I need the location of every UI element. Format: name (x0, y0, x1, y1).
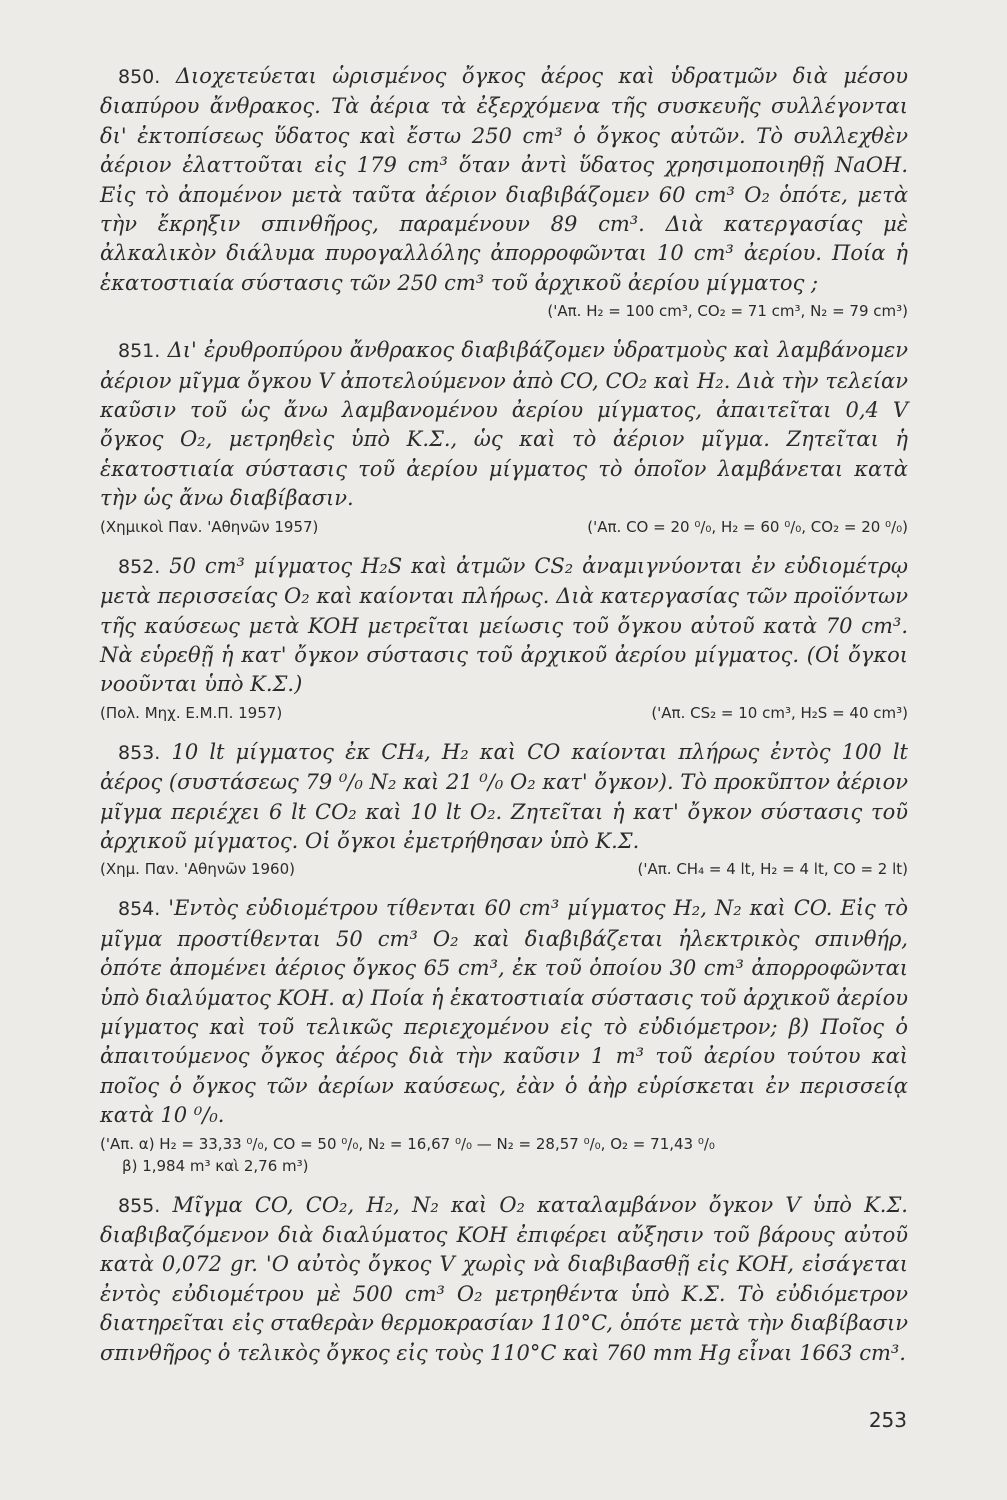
problem-number: 850. (118, 66, 161, 88)
source: (Χημ. Παν. 'Αθηνῶν 1960) (100, 860, 295, 879)
problem-text (100, 1191, 908, 1368)
problem-body: 10 lt μίγματος ἐκ CH₄, H₂ καὶ CO καίονται πλήρως ἐντὸς 100 lt ἀέρος (συστάσεως 79 ⁰/₀ N₂ καὶ 21 ⁰/₀ O₂ κατ' ὄγκον). Τὸ προκῦπτον ἀέριον μῖγμα περιέχει 6 lt CO₂ καὶ 10 lt O₂. Ζητεῖται ἡ κατ' ὄγκον σύστασις τοῦ ἀρχικοῦ μίγματος. Οἱ ὄγκοι ἐμετρήθησαν ὑπὸ Κ.Σ. (100, 739, 908, 853)
answer: ('Απ. α) H₂ = 33,33 ⁰/₀, CO = 50 ⁰/₀, N₂ = 16,67 ⁰/₀ — N₂ = 28,57 ⁰/₀, O₂ = 71,43 ⁰/₀ (100, 1134, 715, 1153)
problem-text (100, 62, 908, 298)
problem-body: 'Εντὸς εὐδιομέτρου τίθενται 60 cm³ μίγματος H₂, N₂ καὶ CO. Εἰς τὸ μῖγμα προστίθενται 50 cm³ O₂ καὶ διαβιβάζεται ἠλεκτρικὸς σπινθήρ, ὁπότε ἀπομένει ἀέριος ὄγκος 65 cm³, ἐκ τοῦ ὁποίου 30 cm³ ἀπορροφῶνται ὑπὸ διαλύματος KOH. α) Ποία ἡ ἑκατοστιαία σύστασις τοῦ ἀρχικοῦ ἀερίου μίγματος καὶ τοῦ τελικῶς περιεχομένου εἰς τὸ εὐδιόμετρον; β) Ποῖος ὁ ἀπαιτούμενος ὄγκος ἀέρος διὰ τὴν καῦσιν 1 m³ τοῦ ἀερίου τούτου καὶ ποῖος ὁ ὄγκος τῶν ἀερίων καύσεως, ἐὰν ὁ ἀὴρ εὑρίσκεται ἐν περισσείᾳ κατὰ 10 ⁰/₀. (100, 896, 908, 1128)
problem-text (100, 552, 908, 700)
source: (Πολ. Μηχ. Ε.Μ.Π. 1957) (100, 703, 283, 722)
problem-footer (100, 858, 908, 880)
problem-footer (100, 516, 908, 538)
problem-footer (100, 702, 908, 724)
answer: ('Απ. CO = 20 ⁰/₀, H₂ = 60 ⁰/₀, CO₂ = 20 ⁰/₀) (587, 517, 908, 536)
problem-text (100, 336, 908, 513)
problem-number: 851. (118, 340, 161, 363)
source: (Χημικοὶ Παν. 'Αθηνῶν 1957) (100, 517, 319, 536)
problem-854 (100, 894, 908, 1176)
problem-850 (100, 62, 908, 322)
problem-853 (100, 738, 908, 881)
problem-text (100, 738, 908, 857)
problem-number: 855. (118, 1194, 161, 1217)
problem-footer (100, 300, 908, 322)
problem-body: Διοχετεύεται ὡρισμένος ὄγκος ἀέρος καὶ ὑδρατμῶν διὰ μέσου διαπύρου ἄνθρακος. Τὰ ἀέρια τὰ ἐξερχόμενα τῆς συσκευῆς συλλέγονται δι' ἐκτοπίσεως ὕδατος καὶ ἔστω 250 cm³ ὁ ὄγκος αὐτῶν. Τὸ συλλεχθὲν ἀέριον ἐλαττοῦται εἰς 179 cm³ ὅταν ἀντὶ ὕδατος χρησιμοποιηθῇ NaOH. Εἰς τὸ ἀπομένον μετὰ ταῦτα ἀέριον διαβιβάζομεν 60 cm³ O₂ ὁπότε, μετὰ τὴν ἔκρηξιν σπινθῆρος, παραμένουν 89 cm³. Διὰ κατεργασίας μὲ ἀλκαλικὸν διάλυμα πυρογαλλόλης ἀπορροφῶνται 10 cm³ ἀερίου. Ποία ἡ ἑκατοστιαία σύστασις τῶν 250 cm³ τοῦ ἀρχικοῦ ἀερίου μίγματος ; (100, 64, 908, 295)
problem-body: Δι' ἐρυθροπύρου ἄνθρακος διαβιβάζομεν ὑδρατμοὺς καὶ λαμβάνομεν ἀέριον μῖγμα ὄγκου V ἀποτελούμενον ἀπὸ CO, CO₂ καὶ H₂. Διὰ τὴν τελείαν καῦσιν τοῦ ὡς ἄνω λαμβανομένου ἀερίου μίγματος, ἀπαιτεῖται 0,4 V ὄγκος O₂, μετρηθεὶς ὑπὸ Κ.Σ., ὡς καὶ τὸ ἀέριον μῖγμα. Ζητεῖται ἡ ἑκατοστιαία σύστασις τοῦ ἀερίου μίγματος τὸ ὁποῖον λαμβάνεται κατὰ τὴν ὡς ἄνω διαβίβασιν. (100, 338, 908, 511)
answer: ('Απ. CS₂ = 10 cm³, H₂S = 40 cm³) (651, 703, 908, 722)
answer: ('Απ. H₂ = 100 cm³, CO₂ = 71 cm³, N₂ = 79 cm³) (547, 302, 908, 321)
answer: ('Απ. CH₄ = 4 lt, H₂ = 4 lt, CO = 2 lt) (637, 860, 908, 879)
problem-number: 854. (118, 898, 161, 921)
problem-number: 852. (118, 555, 161, 578)
problem-text (100, 894, 908, 1130)
problem-number: 853. (118, 741, 161, 764)
problem-851 (100, 336, 908, 537)
problem-body: 50 cm³ μίγματος H₂S καὶ ἀτμῶν CS₂ ἀναμιγνύονται ἐν εὐδιομέτρῳ μετὰ περισσείας O₂ καὶ καίονται πλήρως. Διὰ κατεργασίας τῶν προϊόντων τῆς καύσεως μετὰ KOH μετρεῖται μείωσις τοῦ ὄγκου αὐτοῦ κατὰ 70 cm³. Νὰ εὑρεθῇ ἡ κατ' ὄγκον σύστασις τοῦ ἀρχικοῦ ἀερίου μίγματος. (Οἱ ὄγκοι νοοῦνται ὑπὸ Κ.Σ.) (100, 553, 908, 697)
problem-body: Μῖγμα CO, CO₂, H₂, N₂ καὶ O₂ καταλαμβάνον ὄγκον V ὑπὸ Κ.Σ. διαβιβαζόμενον διὰ διαλύματος KOH ἐπιφέρει αὔξησιν τοῦ βάρους αὐτοῦ κατὰ 0,072 gr. 'Ο αὐτὸς ὄγκος V χωρὶς νὰ διαβιβασθῇ εἰς KOH, εἰσάγεται ἐντὸς εὐδιομέτρου μὲ 500 cm³ O₂ μετρηθέντα ὑπὸ Κ.Σ. Τὸ εὐδιόμετρον διατηρεῖται εἰς σταθερὰν θερμοκρασίαν 110°C, ὁπότε μετὰ τὴν διαβίβασιν σπινθῆρος ὁ τελικὸς ὄγκος εἰς τοὺς 110°C καὶ 760 mm Hg εἶναι 1663 cm³. (100, 1192, 908, 1365)
problem-855 (100, 1191, 908, 1368)
problem-852 (100, 552, 908, 724)
page-number: 253 (868, 1408, 907, 1432)
problem-footer (100, 1133, 908, 1155)
page-content (100, 62, 908, 1382)
answer-continued: β) 1,984 m³ καὶ 2,76 m³) (122, 1156, 309, 1175)
